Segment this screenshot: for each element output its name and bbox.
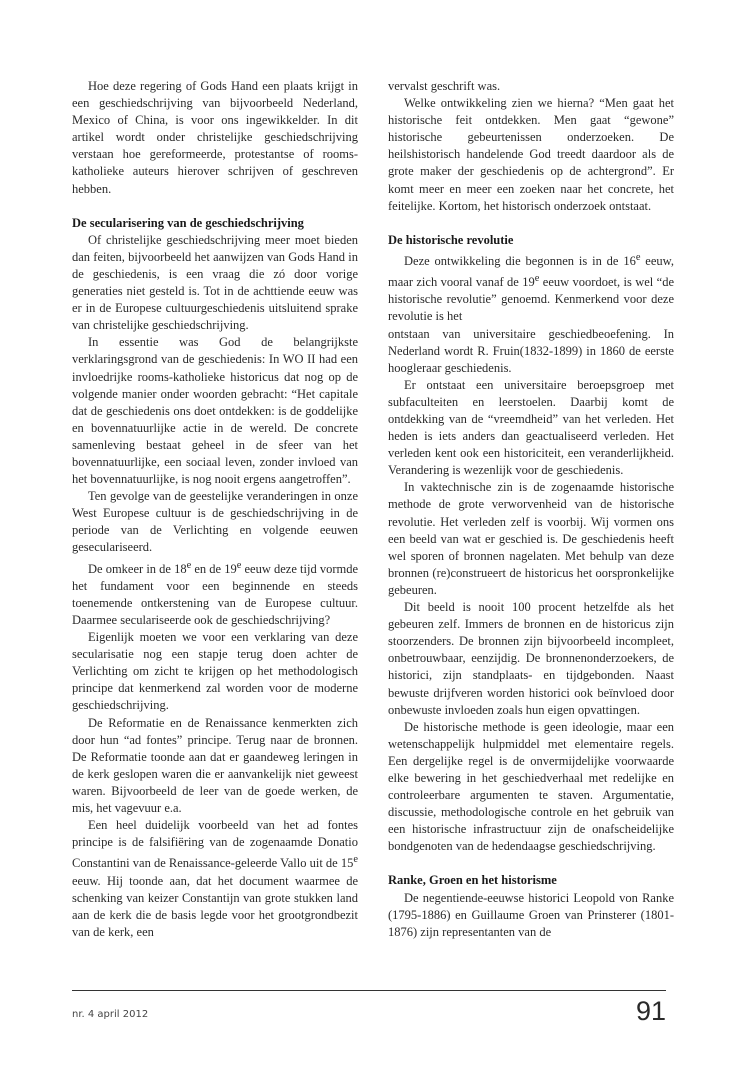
paragraph: Er ontstaat een universitaire beroepsgroep met subfaculteiten en leerstoelen. Daarbij komt de ontdekking van de “vreemdheid” van het verleden. Het heden is iets anders dan geactualiseerd verleden. Het verleden kent ook een historiciteit, een veranderlijkheid. Verandering is wezenlijk voor de geschiedenis. (388, 377, 674, 478)
paragraph: In essentie was God de belangrijkste verklaringsgrond van de geschiedenis: In WO II had een invloedrijke rooms-katholieke historicus dat nog op de volgende manier onder woorden gebracht: “Het capitale dat de geschiedenis ons doet ontdekken: is de goddelijke en bovennatuurlijke actie in de wereld. De concrete samenleving bestaat geheel in de sfeer van het bovennatuurlijke, een sociaal leven, zonder invloed van het bovennatuurlijke, is nog nooit ergens aangetroffen”. (72, 335, 358, 487)
right-column (388, 78, 674, 941)
paragraph: Ten gevolge van de geestelijke veranderingen in onze West Europese cultuur is de geschiedschrijving in de periode van de Verlichting en volgende eeuwen geseculariseerd. (72, 489, 358, 555)
superscript: e (186, 559, 192, 571)
paragraph: Hoe deze regering of Gods Hand een plaats krijgt in een geschiedschrijving van bijvoorbeeld Nederland, Mexico of China, is voor ons ingewikkelder. In dit artikel wordt onder christelijke geschiedschrijving verstaan hoe gereformeerde, protestantse of rooms-katholieke auteurs hierover schrijven of geschreven hebben. (72, 79, 358, 196)
paragraph (72, 817, 358, 941)
paragraph: Of christelijke geschiedschrijving meer moet bieden dan feiten, bijvoorbeeld het aanwijzen van Gods Hand in de geschiedenis, is een vraag die zó door vorige generaties niet gesteld is. Tot in de achttiende eeuw was er in de Europese cultuurgeschiedenis uitsluitend sprake van christelijke geschiedschrijving. (72, 232, 358, 333)
superscript: e (236, 559, 242, 571)
text-run: De omkeer in de 18 (88, 561, 187, 576)
paragraph: De negentiende-eeuwse historici Leopold von Ranke (1795-1886) en Guillaume Groen van Prinsterer (1801-1876) zijn representanten van de (388, 890, 674, 939)
paragraph: In vaktechnische zin is de zogenaamde historische methode de grote verworvenheid van de historische revolutie. Het verleden zelf is voorbij. Wij vormen ons een beeld van wat er geschied is. De geschiedenis heeft wel sporen of bronnen nagelaten. Met behulp van deze bronnen (re)construeert de historicus het oorspronkelijke gebeuren. (388, 480, 674, 597)
paragraph: De Reformatie en de Renaissance kenmerkten zich door hun “ad fontes” principe. Terug naar de bronnen. De Reformatie toonde aan dat er gaandeweg leringen in de kerk geslopen waren die er aanvankelijk niet geweest waren. Bijvoorbeeld de leer van de goede werken, de mis, het vagevuur e.a. (72, 715, 358, 815)
superscript: e (635, 251, 641, 263)
left-column (72, 78, 358, 941)
text-run: Deze ontwikkeling die begonnen is in de 16 (404, 254, 636, 268)
paragraph: vervalst geschrift was. (388, 79, 501, 93)
paragraph (72, 557, 358, 630)
section-heading: De historische revolutie (388, 232, 514, 247)
paragraph: De historische methode is geen ideologie, maar een wetenschappelijk hulpmiddel met elementaire regels. Een dergelijke regel is de onvermijdelijke voorwaarde elke bewering in het geschiedverhaal met redelijke en controleerbare argumenten te staven. Argumentatie, discussie, methodologische controle en het gebruik van een historische infrastructuur zijn de onafscheidelijke bondgenoten van de hedendaagse geschiedschrijving. (388, 719, 674, 854)
issue-label: nr. 4 april 2012 (72, 1009, 149, 1020)
text-run: eeuw voordoet, is wel “de historische revolutie” genoemd. Kenmerkend voor deze revolutie is het (388, 275, 674, 324)
superscript: e (353, 854, 358, 866)
paragraph: Eigenlijk moeten we voor een verklaring van deze secularisatie nog een stapje terug doen achter de Verlichting om zicht te krijgen op het methodologisch principe dat kenmerkend zal worden voor de moderne geschiedschrijving. (72, 630, 358, 713)
paragraph: Welke ontwikkeling zien we hierna? “Men gaat het historische feit ontdekken. Men gaat “gewone” historische gebeurtenissen onderzoeken. De heilshistorisch handelende God treedt daardoor als de grote maker der geschiedenis op de achtergrond”. Er komt meer en meer een zoeken naar het concrete, het feitelijke. Kortom, het historisch onderzoek ontstaat. (388, 96, 674, 213)
paragraph (388, 249, 674, 326)
superscript: e (534, 273, 540, 285)
footer-divider (72, 990, 666, 991)
section-heading: Ranke, Groen en het historisme (388, 873, 557, 888)
text-run: Een heel duidelijk voorbeeld van het ad fontes principe is de falsifiëring van de zogenaamde Donatio Constantini van de Renaissance-geleerde Vallo uit de 15 (72, 818, 358, 871)
page-number: 91 (635, 996, 666, 1026)
text-run: en de 19 (191, 561, 237, 576)
text-run: eeuw deze tijd vormde het fundament voor een beginnende en steeds toenemende ontkerstening van de Europese cultuur. Daarmee seculariseerde ook de geschiedschrijving? (72, 561, 359, 627)
section-heading: De secularisering van de geschiedschrijving (72, 215, 304, 230)
paragraph: Dit beeld is nooit 100 procent hetzelfde als het gebeuren zelf. Immers de bronnen en de historicus zijn stoorzenders. De bronnen zijn bijvoorbeeld incompleet, onbetrouwbaar, eenzijdig. De bronnenonderzoekers, de historici, zijn standplaats- en tijdgebonden. Naast bewuste drijfveren worden historici ook beïnvloed door onbewuste invloeden zoals hun eigen opvattingen. (388, 600, 674, 717)
text-run: eeuw. Hij toonde aan, dat het document waarmee de schenking van keizer Constantijn van grote stukken land aan de kerk die de basis legde voor het grootgrondbezit van de kerk, een (72, 873, 358, 939)
paragraph: ontstaan van universitaire geschiedbeoefening. In Nederland wordt R. Fruin(1832-1899) in 1860 de eerste hoogleraar geschiedenis. (388, 326, 674, 375)
text-run: eeuw, maar zich vooral vanaf de 19 (388, 254, 674, 290)
